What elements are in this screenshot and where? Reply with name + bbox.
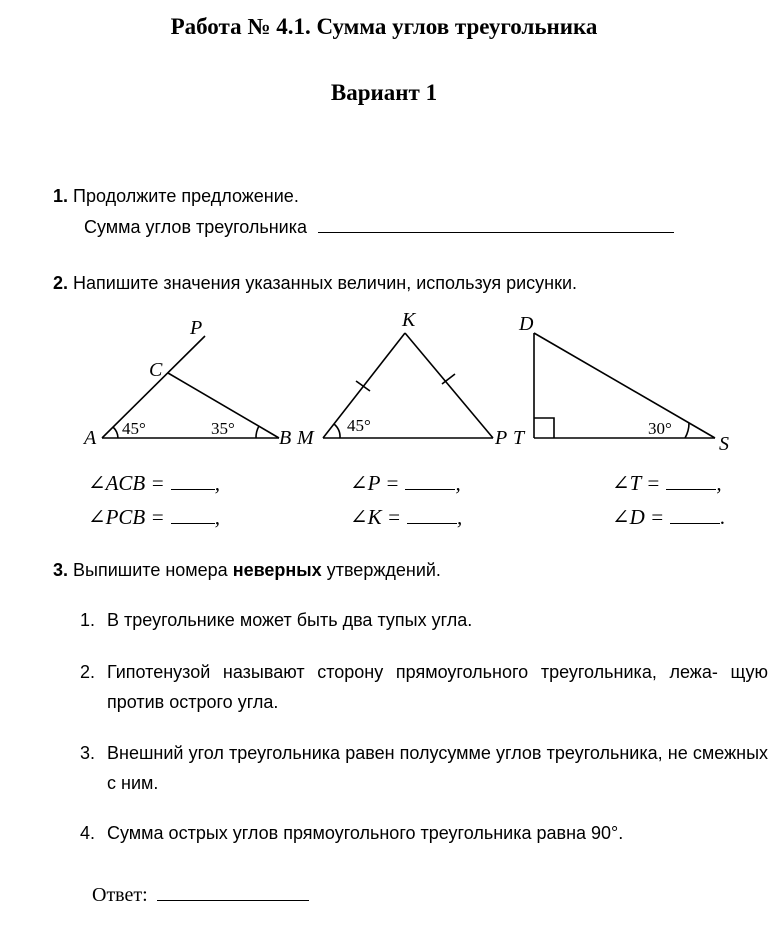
question-3-prompt-before: Выпишите номера: [73, 560, 228, 580]
side-kp: [405, 333, 493, 438]
label-a: A: [84, 427, 97, 449]
arc-angle-b: [256, 426, 259, 438]
final-answer-blank[interactable]: [157, 899, 309, 901]
arc-angle-m: [334, 424, 340, 438]
answer-p: [350, 471, 461, 496]
answer-d-label: ∠D =: [612, 505, 665, 529]
question-2-prompt: Напишите значения указанных величин, используя рисунки.: [73, 273, 578, 293]
answer-pcb-tail: ,: [214, 505, 220, 529]
question-3-prompt-bold: неверных: [232, 560, 322, 580]
statement-1-text: В треугольнике может быть два тупых угла.: [107, 610, 473, 630]
question-1-number: 1.: [53, 186, 69, 206]
answer-acb-blank[interactable]: [171, 488, 215, 490]
final-answer: [92, 884, 309, 907]
answer-acb: [88, 471, 220, 496]
ray-ap: [102, 336, 205, 438]
statement-4-number: 4.: [80, 823, 96, 843]
right-angle-mark: [534, 418, 554, 438]
side-ds: [534, 333, 715, 438]
label-s: S: [719, 433, 729, 455]
variant-title: Вариант 1: [330, 80, 438, 105]
answer-d-blank[interactable]: [670, 522, 720, 524]
statement-3-text: Внешний угол треугольника равен полусумме углов треугольника, не смежных с ним.: [107, 743, 768, 793]
label-p2: P: [495, 427, 508, 449]
answer-pcb-blank[interactable]: [171, 522, 215, 524]
label-c: C: [149, 359, 163, 381]
statement-4-text: Сумма острых углов прямоугольного треугольника равна 90°.: [107, 823, 624, 843]
label-d: D: [519, 313, 534, 335]
label-t: T: [513, 427, 525, 449]
question-1-prompt: Продолжите предложение.: [73, 186, 299, 206]
label-p1: P: [190, 317, 203, 339]
question-3: [53, 560, 441, 581]
statement-1: [80, 605, 768, 635]
angle-m-value: 45°: [347, 416, 371, 435]
answer-d-tail: .: [720, 505, 726, 529]
angle-b-value: 35°: [211, 419, 235, 438]
statement-1-number: 1.: [80, 610, 96, 630]
answer-t-blank[interactable]: [666, 488, 716, 490]
answer-p-label: ∠P =: [350, 471, 400, 495]
label-b: B: [279, 427, 292, 449]
answer-k-label: ∠K =: [350, 505, 402, 529]
statement-4: [80, 818, 768, 848]
answer-acb-label: ∠ACB =: [88, 471, 165, 495]
answer-k-blank[interactable]: [407, 522, 457, 524]
answer-acb-tail: ,: [214, 471, 220, 495]
angle-s-value: 30°: [648, 419, 672, 438]
answer-k-tail: ,: [457, 505, 463, 529]
question-3-prompt-after: утверждений.: [326, 560, 441, 580]
statement-3: [80, 738, 768, 798]
page-title: Работа № 4.1. Сумма углов треугольника: [170, 14, 598, 39]
final-answer-label: Ответ:: [92, 884, 148, 906]
statement-2: [80, 657, 768, 717]
answer-k: [350, 505, 462, 530]
question-3-number: 3.: [53, 560, 69, 580]
answer-d: [612, 505, 725, 530]
answer-pcb: [88, 505, 220, 530]
statement-2-number: 2.: [80, 662, 96, 682]
tick-mk: [356, 381, 370, 391]
label-k: K: [402, 309, 416, 331]
statement-3-number: 3.: [80, 743, 96, 763]
arc-angle-s: [685, 423, 689, 438]
statement-2-text: Гипотенузой называют сторону прямоугольного треугольника, лежа- щую против острого угла.: [107, 662, 768, 712]
angle-a-value: 45°: [122, 419, 146, 438]
answer-p-tail: ,: [455, 471, 461, 495]
answer-t-tail: ,: [716, 471, 722, 495]
figure-triangle-dts: [534, 333, 715, 438]
answer-t: [612, 471, 722, 496]
label-m: M: [297, 427, 314, 449]
question-1-sentence: Сумма углов треугольника: [84, 217, 308, 237]
answer-pcb-label: ∠PCB =: [88, 505, 165, 529]
answer-t-label: ∠T =: [612, 471, 661, 495]
answer-p-blank[interactable]: [405, 488, 455, 490]
arc-angle-a: [113, 427, 118, 438]
question-2-number: 2.: [53, 273, 69, 293]
